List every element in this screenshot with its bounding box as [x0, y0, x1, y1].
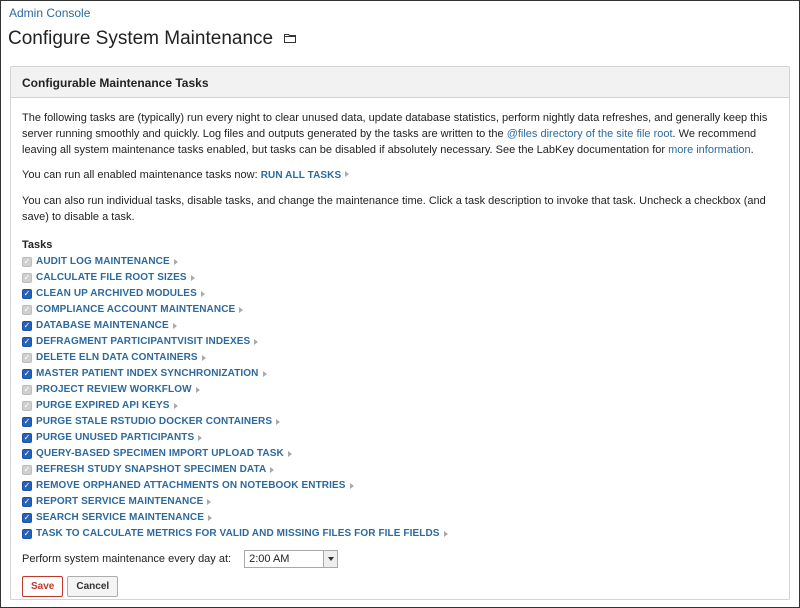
maintenance-panel: [10, 66, 790, 600]
breadcrumb-admin-console[interactable]: Admin Console: [9, 6, 91, 20]
task-link[interactable]: PROJECT REVIEW WORKFLOW: [36, 384, 192, 395]
task-row: [22, 318, 778, 334]
chevron-right-icon: [345, 171, 349, 177]
task-checkbox[interactable]: ✓: [23, 481, 31, 490]
chevron-right-icon: [270, 467, 274, 473]
task-link[interactable]: REFRESH STUDY SNAPSHOT SPECIMEN DATA: [36, 464, 267, 475]
task-checkbox: ✓: [23, 465, 31, 474]
chevron-right-icon: [196, 387, 200, 393]
chevron-right-icon: [208, 515, 212, 521]
intro-text-3: .: [750, 144, 754, 156]
task-link[interactable]: TASK TO CALCULATE METRICS FOR VALID AND MISSING FILES FOR FILE FIELDS: [36, 528, 440, 539]
chevron-right-icon: [174, 259, 178, 265]
chevron-right-icon: [198, 435, 202, 441]
chevron-right-icon: [288, 451, 292, 457]
task-row: [22, 254, 778, 270]
task-link[interactable]: PURGE UNUSED PARTICIPANTS: [36, 432, 195, 443]
task-checkbox: ✓: [23, 385, 31, 394]
files-directory-link[interactable]: @files directory of the site file root: [506, 128, 673, 140]
task-row: [22, 398, 778, 414]
page-title: [8, 28, 296, 50]
task-checkbox: ✓: [23, 353, 31, 362]
page-title-text: Configure System Maintenance: [8, 28, 274, 50]
task-row: [22, 494, 778, 510]
task-row: [22, 510, 778, 526]
task-link[interactable]: SEARCH SERVICE MAINTENANCE: [36, 512, 204, 523]
task-link[interactable]: DELETE ELN DATA CONTAINERS: [36, 352, 198, 363]
chevron-down-icon[interactable]: [323, 551, 337, 567]
task-checkbox[interactable]: ✓: [23, 369, 31, 378]
task-row: [22, 430, 778, 446]
task-link[interactable]: REPORT SERVICE MAINTENANCE: [36, 496, 204, 507]
chevron-right-icon: [191, 275, 195, 281]
task-row: [22, 462, 778, 478]
task-checkbox[interactable]: ✓: [23, 337, 31, 346]
more-information-link[interactable]: more information: [668, 144, 751, 156]
task-row: [22, 382, 778, 398]
chevron-right-icon: [207, 499, 211, 505]
maintenance-time-value: 2:00 AM: [249, 553, 290, 565]
task-checkbox[interactable]: ✓: [23, 449, 31, 458]
run-all-paragraph: [22, 167, 778, 184]
task-checkbox[interactable]: ✓: [23, 289, 31, 298]
task-link[interactable]: DATABASE MAINTENANCE: [36, 320, 169, 331]
task-row: [22, 286, 778, 302]
task-row: [22, 270, 778, 286]
button-row: [22, 576, 778, 597]
task-link[interactable]: AUDIT LOG MAINTENANCE: [36, 256, 170, 267]
task-row: [22, 302, 778, 318]
chevron-right-icon: [254, 339, 258, 345]
task-checkbox[interactable]: ✓: [23, 497, 31, 506]
task-link[interactable]: QUERY-BASED SPECIMEN IMPORT UPLOAD TASK: [36, 448, 284, 459]
intro-paragraph: [22, 110, 778, 158]
task-link[interactable]: CLEAN UP ARCHIVED MODULES: [36, 288, 197, 299]
task-checkbox[interactable]: ✓: [23, 433, 31, 442]
task-row: [22, 334, 778, 350]
task-link[interactable]: COMPLIANCE ACCOUNT MAINTENANCE: [36, 304, 236, 315]
task-link[interactable]: PURGE EXPIRED API KEYS: [36, 400, 170, 411]
task-link[interactable]: REMOVE ORPHANED ATTACHMENTS ON NOTEBOOK ENTRIES: [36, 480, 346, 491]
cancel-button[interactable]: Cancel: [67, 576, 118, 597]
task-checkbox: ✓: [23, 257, 31, 266]
intro-text-1: The following tasks are (typically) run every night to clear unused data, update database statistics, perform nightly data refreshes, and generally keep this server running smoothly and quickly. Log files and outputs generated by the tasks are written to the: [22, 112, 768, 140]
task-list: [22, 254, 778, 542]
task-checkbox: ✓: [23, 273, 31, 282]
intro-text-2: . We recommend leaving all system maintenance tasks enabled, but tasks can be disabled if absolutely necessary. See the LabKey documentation for: [22, 128, 757, 156]
chevron-right-icon: [173, 323, 177, 329]
task-row: [22, 414, 778, 430]
task-checkbox: ✓: [23, 401, 31, 410]
task-row: [22, 478, 778, 494]
run-all-text: You can run all enabled maintenance tasks now:: [22, 169, 261, 181]
folder-icon[interactable]: [284, 27, 296, 49]
schedule-label: Perform system maintenance every day at:: [22, 553, 232, 565]
tasks-label: Tasks: [22, 239, 53, 251]
schedule-row: [22, 549, 778, 569]
individual-tasks-paragraph: You can also run individual tasks, disable tasks, and change the maintenance time. Click a task description to invoke that task. Uncheck a checkbox (and save) to disable a task.: [22, 195, 766, 223]
task-link[interactable]: DEFRAGMENT PARTICIPANTVISIT INDEXES: [36, 336, 251, 347]
panel-title: Configurable Maintenance Tasks: [11, 67, 789, 98]
task-row: [22, 446, 778, 462]
run-all-tasks-link[interactable]: RUN ALL TASKS: [260, 170, 342, 181]
chevron-right-icon: [444, 531, 448, 537]
task-checkbox[interactable]: ✓: [23, 513, 31, 522]
chevron-right-icon: [174, 403, 178, 409]
task-link[interactable]: CALCULATE FILE ROOT SIZES: [36, 272, 187, 283]
chevron-right-icon: [263, 371, 267, 377]
task-link[interactable]: PURGE STALE RSTUDIO DOCKER CONTAINERS: [36, 416, 273, 427]
task-checkbox: ✓: [23, 305, 31, 314]
task-checkbox[interactable]: ✓: [23, 417, 31, 426]
task-link[interactable]: MASTER PATIENT INDEX SYNCHRONIZATION: [36, 368, 259, 379]
task-checkbox[interactable]: ✓: [23, 529, 31, 538]
save-button[interactable]: Save: [22, 576, 63, 597]
chevron-right-icon: [276, 419, 280, 425]
chevron-right-icon: [201, 291, 205, 297]
panel-body: [11, 98, 789, 597]
task-row: [22, 526, 778, 542]
maintenance-time-select[interactable]: [244, 550, 338, 568]
task-checkbox[interactable]: ✓: [23, 321, 31, 330]
chevron-right-icon: [239, 307, 243, 313]
chevron-right-icon: [350, 483, 354, 489]
task-row: [22, 366, 778, 382]
chevron-right-icon: [202, 355, 206, 361]
task-row: [22, 350, 778, 366]
